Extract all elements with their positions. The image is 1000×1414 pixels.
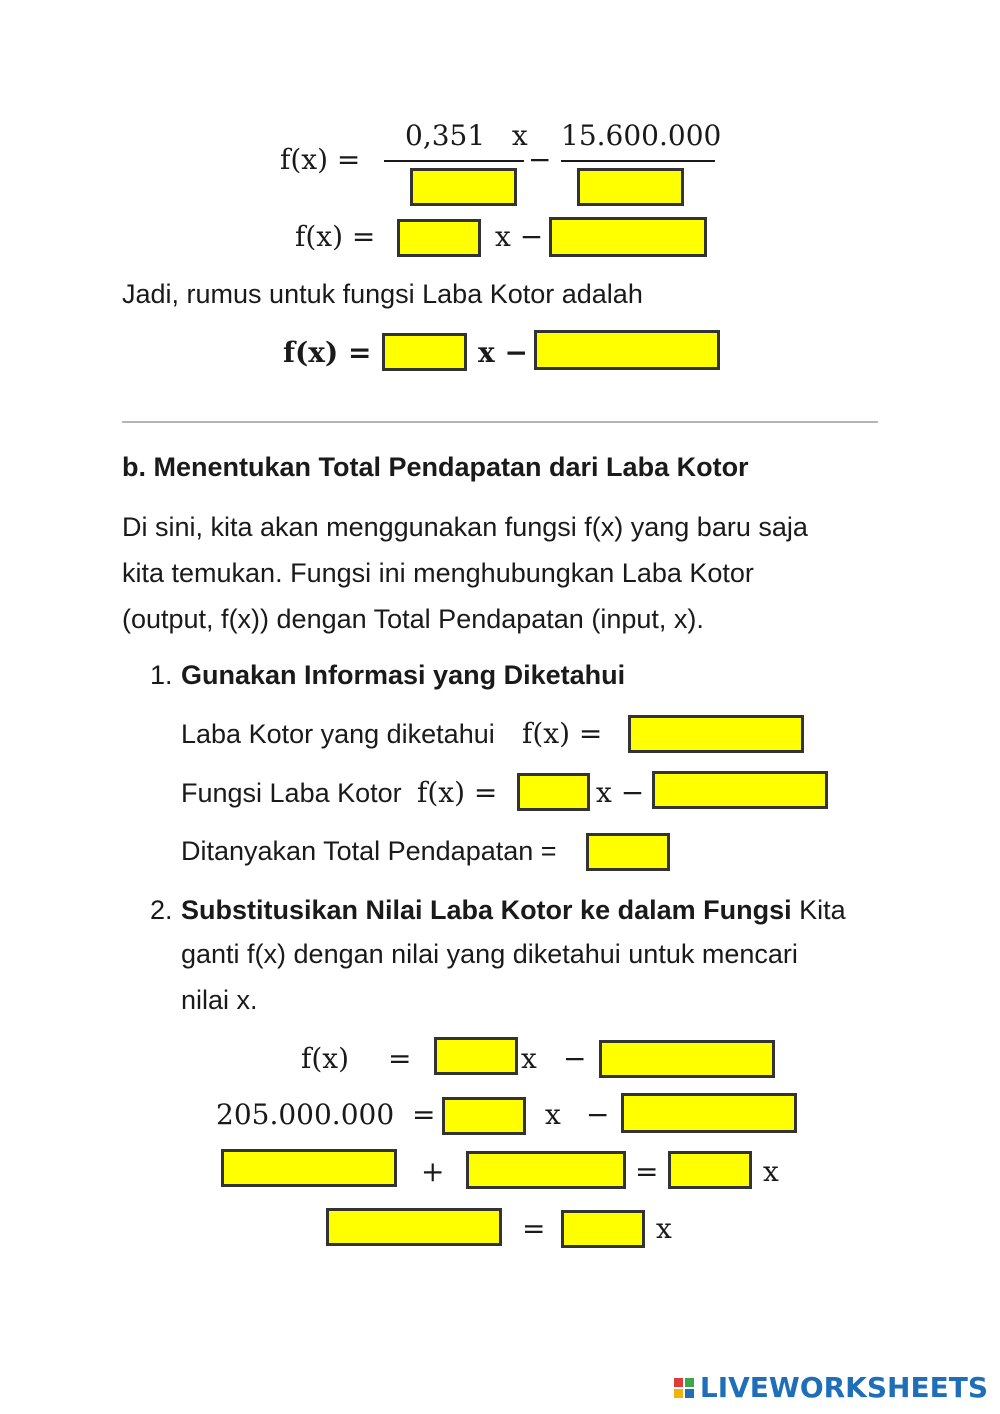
step2-line2: ganti f(x) dengan nilai yang diketahui untuk mencari: [181, 939, 798, 969]
s2-eq1-x: x: [521, 1042, 537, 1075]
section-b-paragraph: [122, 504, 808, 642]
step2-line1: [181, 897, 846, 924]
answer-box-s2-eq1-coefficient[interactable]: [434, 1037, 518, 1075]
answer-box-function-constant[interactable]: [652, 771, 828, 809]
answer-box-known-profit[interactable]: [628, 715, 804, 753]
conclusion-eq-lhs: f(x) =: [283, 336, 372, 369]
answer-box-s2-eq2-constant[interactable]: [621, 1093, 797, 1133]
step1-line3-label: Ditanyakan Total Pendapatan =: [181, 836, 557, 866]
step2-number: 2.: [150, 895, 173, 925]
section-divider: [122, 421, 878, 423]
answer-box-s2-eq1-constant[interactable]: [599, 1040, 775, 1078]
s2-eq4-x: x: [656, 1212, 672, 1245]
s2-eq1-lhs: f(x): [301, 1042, 350, 1075]
logo-mark-icon: [674, 1378, 694, 1398]
section-b-heading: b. Menentukan Total Pendapatan dari Laba Kotor: [122, 452, 749, 482]
s2-eq2-equals: =: [412, 1098, 436, 1131]
answer-box-s2-eq3-coefficient[interactable]: [668, 1151, 752, 1189]
s2-eq3-x: x: [763, 1155, 779, 1188]
conclusion-text: Jadi, rumus untuk fungsi Laba Kotor adalah: [122, 279, 643, 309]
s2-eq2-lhs: 205.000.000: [216, 1098, 395, 1131]
answer-box-s2-eq4-left[interactable]: [326, 1208, 502, 1246]
step1-title: Gunakan Informasi yang Diketahui: [181, 660, 626, 690]
step2-title-rest: Kita: [791, 895, 846, 925]
answer-box-eq2-coefficient[interactable]: [397, 219, 481, 257]
step1-line2-label: Fungsi Laba Kotor: [181, 778, 402, 808]
s2-eq3-plus: +: [421, 1155, 445, 1188]
eq1-numerator-2: 15.600.000: [561, 119, 722, 152]
step1-line1-math: f(x) =: [522, 717, 603, 750]
answer-box-s2-eq3-left[interactable]: [221, 1149, 397, 1187]
s2-eq1-minus: −: [563, 1042, 587, 1075]
s2-eq4-equals: =: [522, 1212, 546, 1245]
paragraph-line: (output, f(x)) dengan Total Pendapatan (input, x).: [122, 604, 704, 634]
answer-box-asked-revenue[interactable]: [586, 833, 670, 871]
answer-box-s2-eq3-middle[interactable]: [466, 1151, 626, 1189]
paragraph-line: kita temukan. Fungsi ini menghubungkan Laba Kotor: [122, 558, 754, 588]
eq2-lhs: f(x) =: [295, 220, 376, 253]
eq1-lhs: f(x) =: [280, 143, 361, 176]
answer-box-s2-eq4-coefficient[interactable]: [561, 1210, 645, 1248]
answer-box-final-constant[interactable]: [534, 330, 720, 370]
fraction-bar-2: [561, 160, 715, 162]
s2-eq1-equals: =: [388, 1042, 412, 1075]
s2-eq2-minus: −: [586, 1098, 610, 1131]
answer-box-denominator-1[interactable]: [410, 168, 517, 206]
step2-line3: nilai x.: [181, 985, 258, 1015]
step2-title: Substitusikan Nilai Laba Kotor ke dalam Fungsi: [181, 895, 792, 925]
answer-box-final-coefficient[interactable]: [382, 333, 467, 371]
answer-box-s2-eq2-coefficient[interactable]: [442, 1097, 526, 1135]
s2-eq2-x: x: [545, 1098, 561, 1131]
step1-line1-label: Laba Kotor yang diketahui: [181, 719, 495, 749]
conclusion-eq-x-minus: x −: [478, 336, 528, 369]
eq2-x-minus: x −: [495, 220, 544, 253]
fraction-bar-1: [384, 160, 524, 162]
s2-eq3-equals: =: [635, 1155, 659, 1188]
step1-line2-x-minus: x −: [596, 776, 645, 809]
paragraph-line: Di sini, kita akan menggunakan fungsi f(x) yang baru saja: [122, 512, 808, 542]
eq1-minus: −: [528, 143, 552, 176]
liveworksheets-logo: [674, 1371, 988, 1404]
eq1-numerator-1: 0,351 x: [405, 119, 528, 152]
answer-box-function-coefficient[interactable]: [517, 773, 590, 811]
step1-number: 1.: [150, 660, 173, 690]
logo-text: LIVEWORKSHEETS: [699, 1371, 988, 1404]
answer-box-eq2-constant[interactable]: [549, 217, 707, 257]
answer-box-denominator-2[interactable]: [577, 168, 684, 206]
step1-line2-math: f(x) =: [417, 776, 498, 809]
